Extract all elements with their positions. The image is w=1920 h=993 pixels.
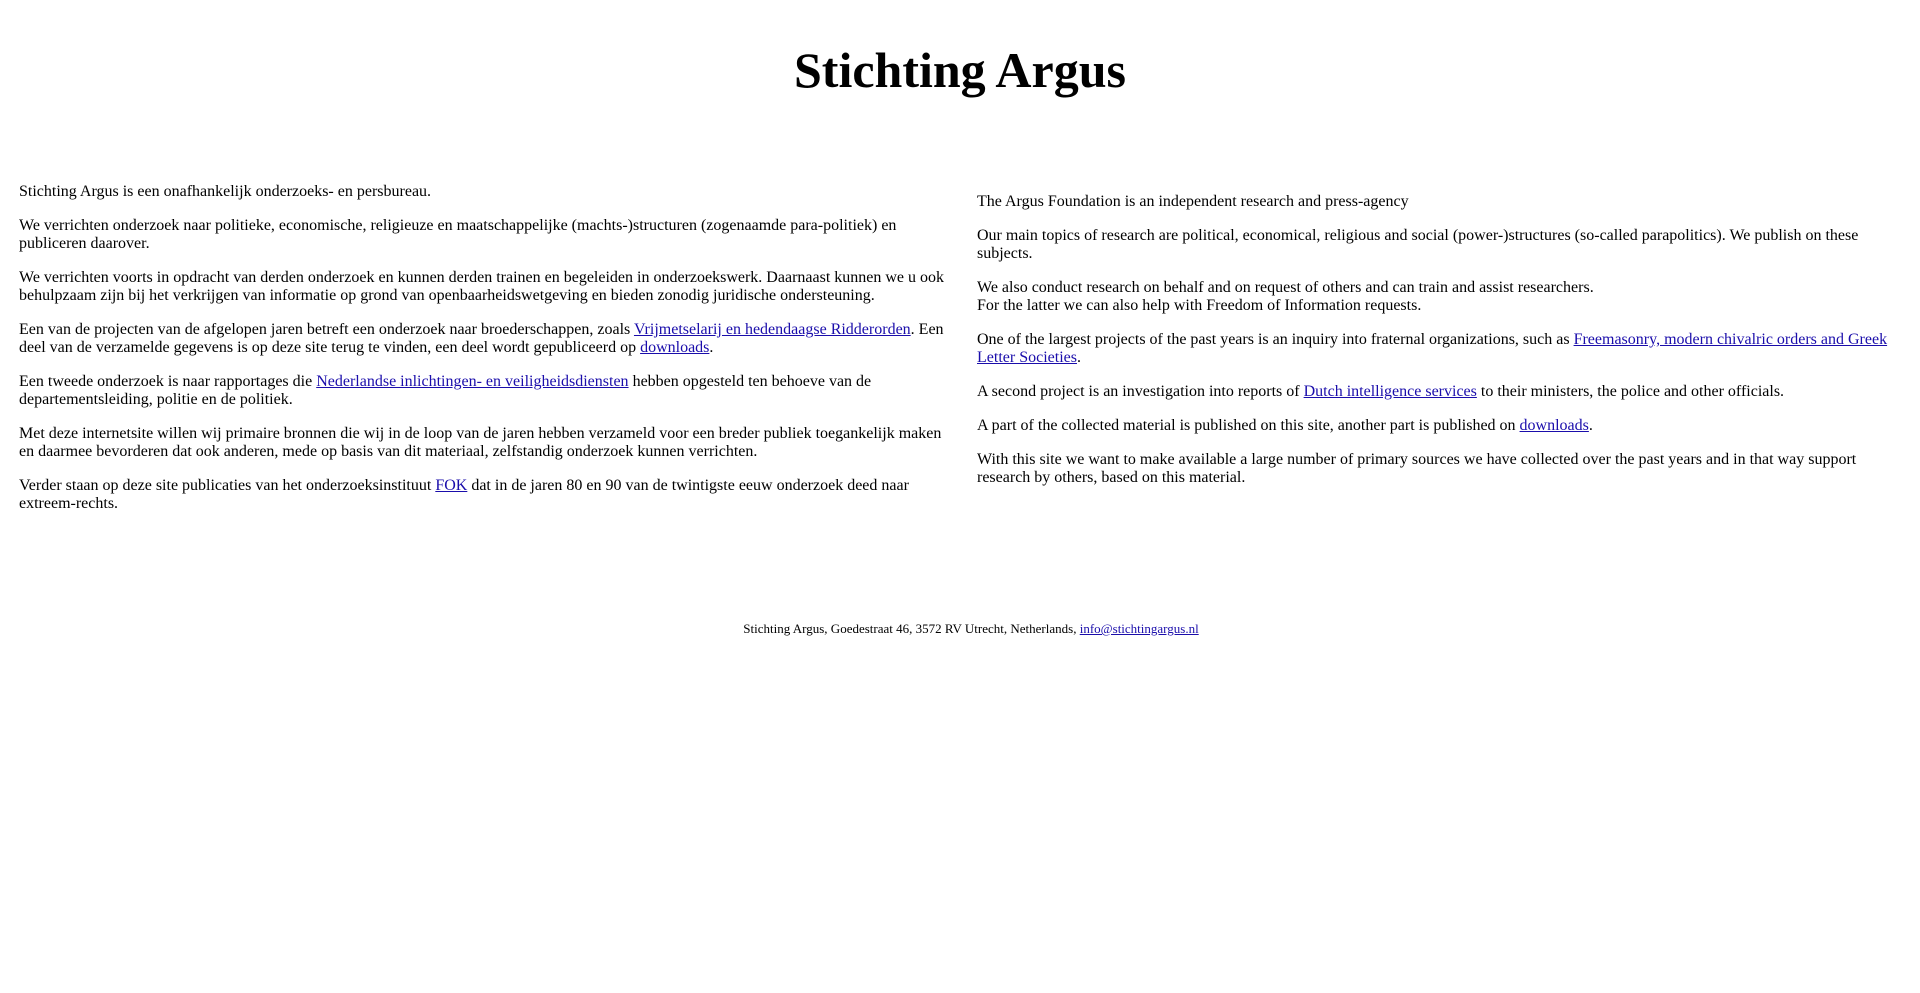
nl-fok-text-1: Verder staan op deze site publicaties van het onderzoeksinstituut [19, 477, 436, 494]
dutch-column [19, 183, 959, 529]
en-services-line-2: For the latter we can also help with Freedom of Information requests. [977, 297, 1422, 314]
fok-link[interactable]: FOK [435, 477, 468, 494]
footer [0, 621, 1920, 637]
nl-sources-paragraph: Met deze internetsite willen wij primaire bronnen die wij in de loop van de jaren hebben verzameld voor een breder publiek toegankelijk maken en daarmee bevorderen dat ook anderen, mede op basis van dit materiaal, zelfstandig onderzoek kunnen verrichten. [19, 425, 942, 460]
en-intelligence-text-2: to their ministers, the police and other officials. [1476, 383, 1785, 400]
intelligence-services-link-en[interactable]: Dutch intelligence services [1303, 383, 1477, 400]
en-intro-paragraph: The Argus Foundation is an independent research and press-agency [977, 193, 1409, 210]
nl-brotherhoods-text-1: Een van de projecten van de afgelopen jaren betreft een onderzoek naar broederschappen, zoals [19, 321, 634, 338]
nl-intro-paragraph: Stichting Argus is een onafhankelijk onderzoeks- en persbureau. [19, 183, 432, 200]
en-services-paragraph [977, 279, 1902, 315]
en-intelligence-text-1: A second project is an investigation into reports of [977, 383, 1304, 400]
en-sources-paragraph: With this site we want to make available a large number of primary sources we have collected over the past years and in that way support research by others, based on this material. [977, 451, 1857, 486]
nl-intelligence-paragraph [19, 373, 959, 409]
english-column [977, 193, 1902, 503]
nl-fok-paragraph [19, 477, 959, 513]
nl-services-paragraph: We verrichten voorts in opdracht van derden onderzoek en kunnen derden trainen en begeleiden in onderzoekswerk. Daarnaast kunnen we u ook behulpzaam zijn bij het verkrijgen van informatie op grond van openbaarheidswetgeving en bieden zonodig juridische ondersteuning. [19, 269, 945, 304]
nl-brotherhoods-paragraph [19, 321, 959, 357]
en-published-paragraph [977, 417, 1902, 435]
downloads-link-en[interactable]: downloads [1519, 417, 1589, 434]
nl-brotherhoods-text-3: . [709, 339, 714, 356]
en-published-text-2: . [1588, 417, 1593, 434]
en-published-text-1: A part of the collected material is published on this site, another part is published on [977, 417, 1520, 434]
page-title: Stichting Argus [793, 42, 1126, 98]
footer-address: Stichting Argus, Goedestraat 46, 3572 RV Utrecht, Netherlands, [743, 621, 1080, 636]
intelligence-services-link-nl[interactable]: Nederlandse inlichtingen- en veiligheidsdiensten [316, 373, 629, 390]
en-fraternal-paragraph [977, 331, 1902, 367]
nl-intelligence-text-1: Een tweede onderzoek is naar rapportages die [19, 373, 317, 390]
en-research-paragraph: Our main topics of research are political, economical, religious and social (power-)structures (so-called parapolitics). We publish on these subjects. [977, 227, 1859, 262]
en-intelligence-paragraph [977, 383, 1902, 401]
freemasonry-link-nl[interactable]: Vrijmetselarij en hedendaagse Ridderorden [633, 321, 911, 338]
en-fraternal-text-2: . [1076, 349, 1081, 366]
nl-brotherhoods-text-2: . Een deel van de verzamelde gegevens is op deze site terug te vinden, een deel wordt gepubliceerd op [19, 321, 944, 356]
nl-research-paragraph: We verrichten onderzoek naar politieke, economische, religieuze en maatschappelijke (machts-)structuren (zogenaamde para-politiek) en publiceren daarover. [19, 217, 897, 252]
freemasonry-link-en[interactable]: Freemasonry, modern chivalric orders and Greek Letter Societies [977, 331, 1888, 366]
en-services-line-1: We also conduct research on behalf and on request of others and can train and assist researchers. [977, 279, 1594, 296]
email-link[interactable]: info@stichtingargus.nl [1079, 621, 1199, 636]
nl-intelligence-text-2: hebben opgesteld ten behoeve van de departementsleiding, politie en de politiek. [19, 373, 872, 408]
downloads-link-nl[interactable]: downloads [640, 339, 710, 356]
en-fraternal-text-1: One of the largest projects of the past years is an inquiry into fraternal organizations, such as [977, 331, 1574, 348]
nl-fok-text-2: dat in de jaren 80 en 90 van de twintigste eeuw onderzoek deed naar extreem-rechts. [19, 477, 909, 512]
